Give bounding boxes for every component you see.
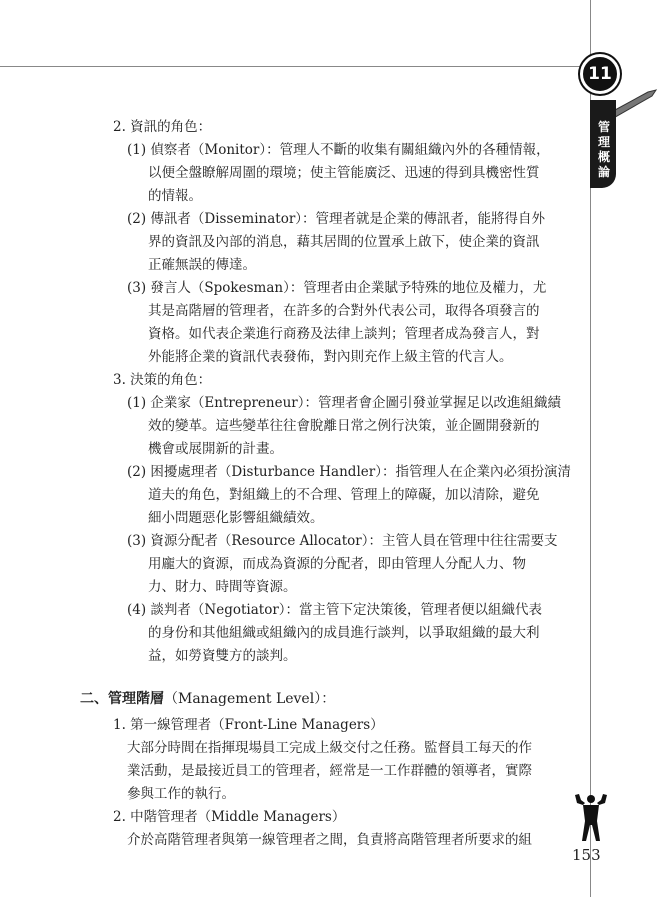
text-line: 2. 資訊的角色： [113, 119, 212, 135]
text-line: 益，如勞資雙方的談判。 [148, 648, 297, 664]
chapter-side-tab-label: 管 理 概 論 [597, 120, 610, 179]
text-line: 3. 決策的角色： [113, 372, 212, 388]
chapter-badge: 11 [580, 54, 620, 94]
text-line: (3) 發言人（Spokesman）：管理者由企業賦予特殊的地位及權力，尤 [127, 280, 547, 296]
text-line: 效的變革。這些變革往往會脫離日常之例行決策，並企圖開發新的 [148, 418, 540, 434]
text-line: (4) 談判者（Negotiator）：當主管下定決策後，管理者便以組織代表 [127, 602, 543, 618]
text-line: 1. 第一線管理者（Front-Line Managers） [113, 717, 384, 733]
text-line: 其是高階層的管理者，在許多的合對外代表公司，取得各項發言的 [148, 303, 540, 319]
text-line: (2) 困擾處理者（Disturbance Handler）：指管理人在企業內必須扮演清 [127, 464, 571, 480]
text-line: (1) 偵察者（Monitor）：管理人不斷的收集有關組織內外的各種情報， [127, 142, 550, 158]
text-line: 界的資訊及內部的消息，藉其居間的位置承上啟下，使企業的資訊 [148, 234, 540, 250]
text-line: (2) 傳訊者（Disseminator）：管理者就是企業的傳訊者，能將得自外 [127, 211, 546, 227]
text-line: (3) 資源分配者（Resource Allocator）：主管人員在管理中往往需要支 [127, 533, 558, 549]
text-line: 力、財力、時間等資源。 [148, 579, 297, 595]
text-line: 道夫的角色，對組織上的不合理、管理上的障礙，加以清除，避免 [148, 487, 540, 503]
text-line: 參與工作的執行。 [127, 786, 235, 802]
text-line: 的情報。 [148, 188, 202, 204]
text-line: 外能將企業的資訊代表發佈，對內則充作上級主管的代言人。 [148, 349, 513, 365]
text-line: (1) 企業家（Entrepreneur）：管理者會企圖引發並掌握足以改進組織績 [127, 395, 561, 411]
text-line: 細小問題惡化影響組織績效。 [148, 510, 324, 526]
text-line: 用龐大的資源，而成為資源的分配者，即由管理人分配人力、物 [148, 556, 526, 572]
page-number: 153 [572, 846, 601, 864]
flexing-man-icon [573, 793, 609, 843]
text-line: 2. 中階管理者（Middle Managers） [113, 809, 346, 825]
text-line: 機會或展開新的計畫。 [148, 441, 283, 457]
header-rule [0, 66, 590, 67]
text-line: 介於高階管理者與第一線管理者之間，負責將高階管理者所要求的組 [127, 832, 532, 848]
text-line: 的身份和其他組織或組織內的成員進行談判，以爭取組織的最大利 [148, 625, 540, 641]
text-line: 資格。如代表企業進行商務及法律上談判；管理者成為發言人，對 [148, 326, 540, 342]
text-line: 以便全盤瞭解周圍的環境；使主管能廣泛、迅速的得到具機密性質 [148, 165, 540, 181]
text-line: 業活動，是最接近員工的管理者，經常是一工作群體的領導者，實際 [127, 763, 532, 779]
section-heading: 二、管理階層（Management Level）： [80, 691, 336, 707]
text-line: 大部分時間在指揮現場員工完成上級交付之任務。監督員工每天的作 [127, 740, 532, 756]
text-line: 正確無誤的傳達。 [148, 257, 256, 273]
